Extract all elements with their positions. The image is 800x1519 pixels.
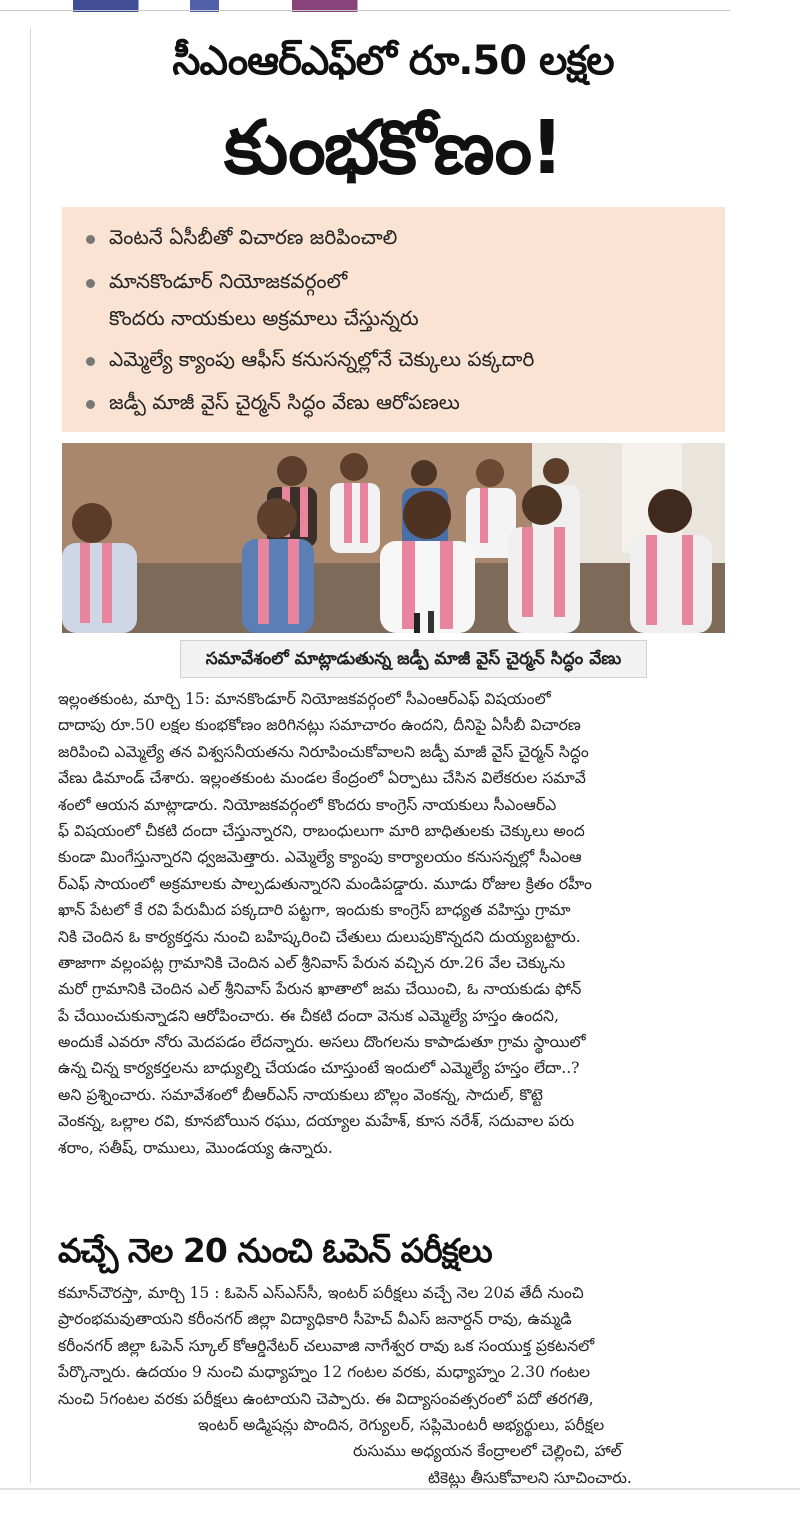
top-divider	[0, 10, 730, 11]
article-line: కుండా మింగేస్తున్నారని ధ్వజమెత్తారు. ఎమ్మెల్యే క్యాంపు కార్యాలయం కనుసన్నల్లో సీఎంఆ	[58, 848, 582, 867]
highlight-item: మానకొండూర్ నియోజకవర్గంలో కొందరు నాయకులు అక్రమాలు చేస్తున్నరు	[86, 269, 419, 335]
article-line: వేణు డిమాండ్ చేశారు. ఇల్లంతకుంట మండల కేంద్రంలో ఏర్పాటు చేసిన విలేకరుల సమావే	[58, 769, 586, 788]
article-line: కరీంనగర్ జిల్లా ఓపెన్ స్కూల్ కోఆర్డినేటర్ చలువాజి నాగేశ్వర రావు ఒక సంయుక్త ప్రకటనలో	[58, 1336, 595, 1355]
highlight-item: వెంటనే ఏసీబీతో విచారణ జరిపించాలి	[86, 225, 397, 254]
article-line: శరాం, సతీష్, రాములు, మొండయ్య ఉన్నారు.	[58, 1138, 333, 1157]
bullet-dot-icon	[86, 357, 95, 366]
article-line: రుసుము అధ్యయన కేంద్రాలలో చెల్లించి, హాల్	[353, 1442, 622, 1461]
article-line: పే చేయించుకున్నాడని ఆరోపించారు. ఈ చీకటి దందా వెనుక ఎమ్మెల్యే హస్తం ఉందని,	[58, 1006, 559, 1025]
second-article-body	[58, 1280, 730, 1491]
article-line: వెంకన్న, ఒల్లాల రవి, కూనబోయిన రఘు, దయ్యాల మహేశ్, కూస నరేశ్, సదువాల పరు	[58, 1112, 575, 1131]
article-line: అందుకే ఎవరూ నోరు మెదపడం లేదన్నారు. అసలు దొంగలను కాపాడుతూ గ్రామ స్థాయిలో	[58, 1033, 586, 1052]
article-line: ఇంటర్ అడ్మిషన్లు పొందిన, రెగ్యులర్, సప్లిమెంటరీ అభ్యర్థులు, పరీక్షల	[198, 1415, 605, 1434]
article-line: అని ప్రశ్నించారు. సమావేశంలో బీఆర్ఎస్ నాయకులు బొల్లం వెంకన్న, సాదుల్, కొట్టె	[58, 1085, 543, 1104]
article-line: ప్రారంభమవుతాయని కరీంనగర్ జిల్లా విద్యాధికారి సీహెచ్ వీఎస్ జనార్దన్ రావు, ఉమ్మడి	[58, 1310, 572, 1329]
article-line: మరో గ్రామానికి చెందిన ఎల్ శ్రీనివాస్ పేరున ఖాతాలో జమ చేయించి, ఓ నాయకుడు ఫోన్	[58, 980, 582, 999]
article-line: టికెట్లు తీసుకోవాలని సూచించారు.	[428, 1468, 632, 1487]
article-line: ర్ఎఫ్ సాయంలో అక్రమాలకు పాల్పడుతున్నారని మండిపడ్డారు. మూడు రోజుల క్రితం రహీం	[58, 874, 592, 893]
article-line: ఖాన్ పేటలో కే రవి పేరుమీద పక్కదారి పట్టగా, ఇందుకు కాంగ్రెస్ బాధ్యత వహిస్తు గ్రామా	[58, 901, 571, 920]
article-line: పేర్కొన్నారు. ఉదయం 9 నుంచి మధ్యాహ్నం 12 గంటల వరకు, మధ్యాహ్నం 2.30 గంటల	[58, 1363, 591, 1382]
headline-line-2: కుంభకోణం!	[224, 105, 562, 191]
article-line: తాజాగా వల్లంపట్ల గ్రామానికి చెందిన ఎల్ శ్రీనివాస్ పేరున వచ్చిన రూ.26 వేల చెక్కును	[58, 953, 566, 972]
article-line: కమాన్‌చౌరస్తా, మార్చి 15 : ఓపెన్ ఎస్ఎస్‌సీ, ఇంటర్ పరీక్షలు వచ్చే నెల 20వ తేదీ నుంచి	[58, 1284, 584, 1302]
article-line: జరిపించి ఎమ్మెల్యే తన విశ్వసనీయతను నిరూపించుకోవాలని జడ్పీ మాజీ వైస్ చైర్మన్ సిద్ధం	[58, 742, 589, 761]
article-body	[58, 686, 730, 1161]
article-line: నికి చెందిన ఓ కార్యకర్తను నుంచి బహిష్కరించి చేతులు దులుపుకొన్నదని దుయ్యబట్టారు.	[58, 927, 581, 946]
press-meet-illustration	[62, 443, 725, 633]
bullet-dot-icon	[86, 235, 95, 244]
headline-line-1: సీఎంఆర్ఎఫ్‌లో రూ.50 లక్షల	[172, 38, 614, 84]
press-meet-photo	[62, 443, 725, 633]
article-line: నుంచి 5గంటల వరకు పరీక్షలు ఉంటాయని చెప్పారు. ఈ విద్యాసంవత్సరంలో పదో తరగతి,	[58, 1389, 594, 1408]
photo-caption: సమావేశంలో మాట్లాడుతున్న జడ్పీ మాజీ వైస్ చైర్మన్ సిద్ధం వేణు	[180, 640, 647, 678]
highlight-item: ఎమ్మెల్యే క్యాంపు ఆఫీస్ కనుసన్నల్లోనే చెక్కులు పక్కదారి	[86, 347, 534, 376]
article-line: ఉన్న చిన్న కార్యకర్తలను బాధ్యుల్ని చేయడం చూస్తుంటే ఇందులో ఎమ్మెల్యే హస్తం లేదా..?	[58, 1059, 580, 1078]
column-divider	[30, 28, 31, 1483]
highlights-box	[62, 207, 725, 432]
bottom-divider	[0, 1488, 800, 1490]
bullet-dot-icon	[86, 400, 95, 409]
bullet-dot-icon	[86, 279, 95, 288]
article-line: శంలో ఆయన మాట్లాడారు. నియోజకవర్గంలో కొందరు కాంగ్రెస్ నాయకులు సీఎంఆర్ఎ	[58, 795, 557, 814]
highlight-item: జడ్పీ మాజీ వైస్ చైర్మన్ సిద్ధం వేణు ఆరోపణలు	[86, 390, 460, 419]
article-line: ఇల్లంతకుంట, మార్చి 15: మానకొండూర్ నియోజకవర్గంలో సీఎంఆర్ఎఫ్ విషయంలో	[58, 690, 551, 708]
second-article-title: వచ్చే నెల 20 నుంచి ఓపెన్ పరీక్షలు	[58, 1231, 492, 1270]
article-line: దాదాపు రూ.50 లక్షల కుంభకోణం జరిగినట్లు సమాచారం ఉందని, దీనిపై ఏసీబీ విచారణ	[58, 716, 581, 735]
article-line: ఫ్ విషయంలో చీకటి దందా చేస్తున్నారని, రాబంధులుగా మారి బాధితులకు చెక్కులు అంద	[58, 821, 585, 840]
